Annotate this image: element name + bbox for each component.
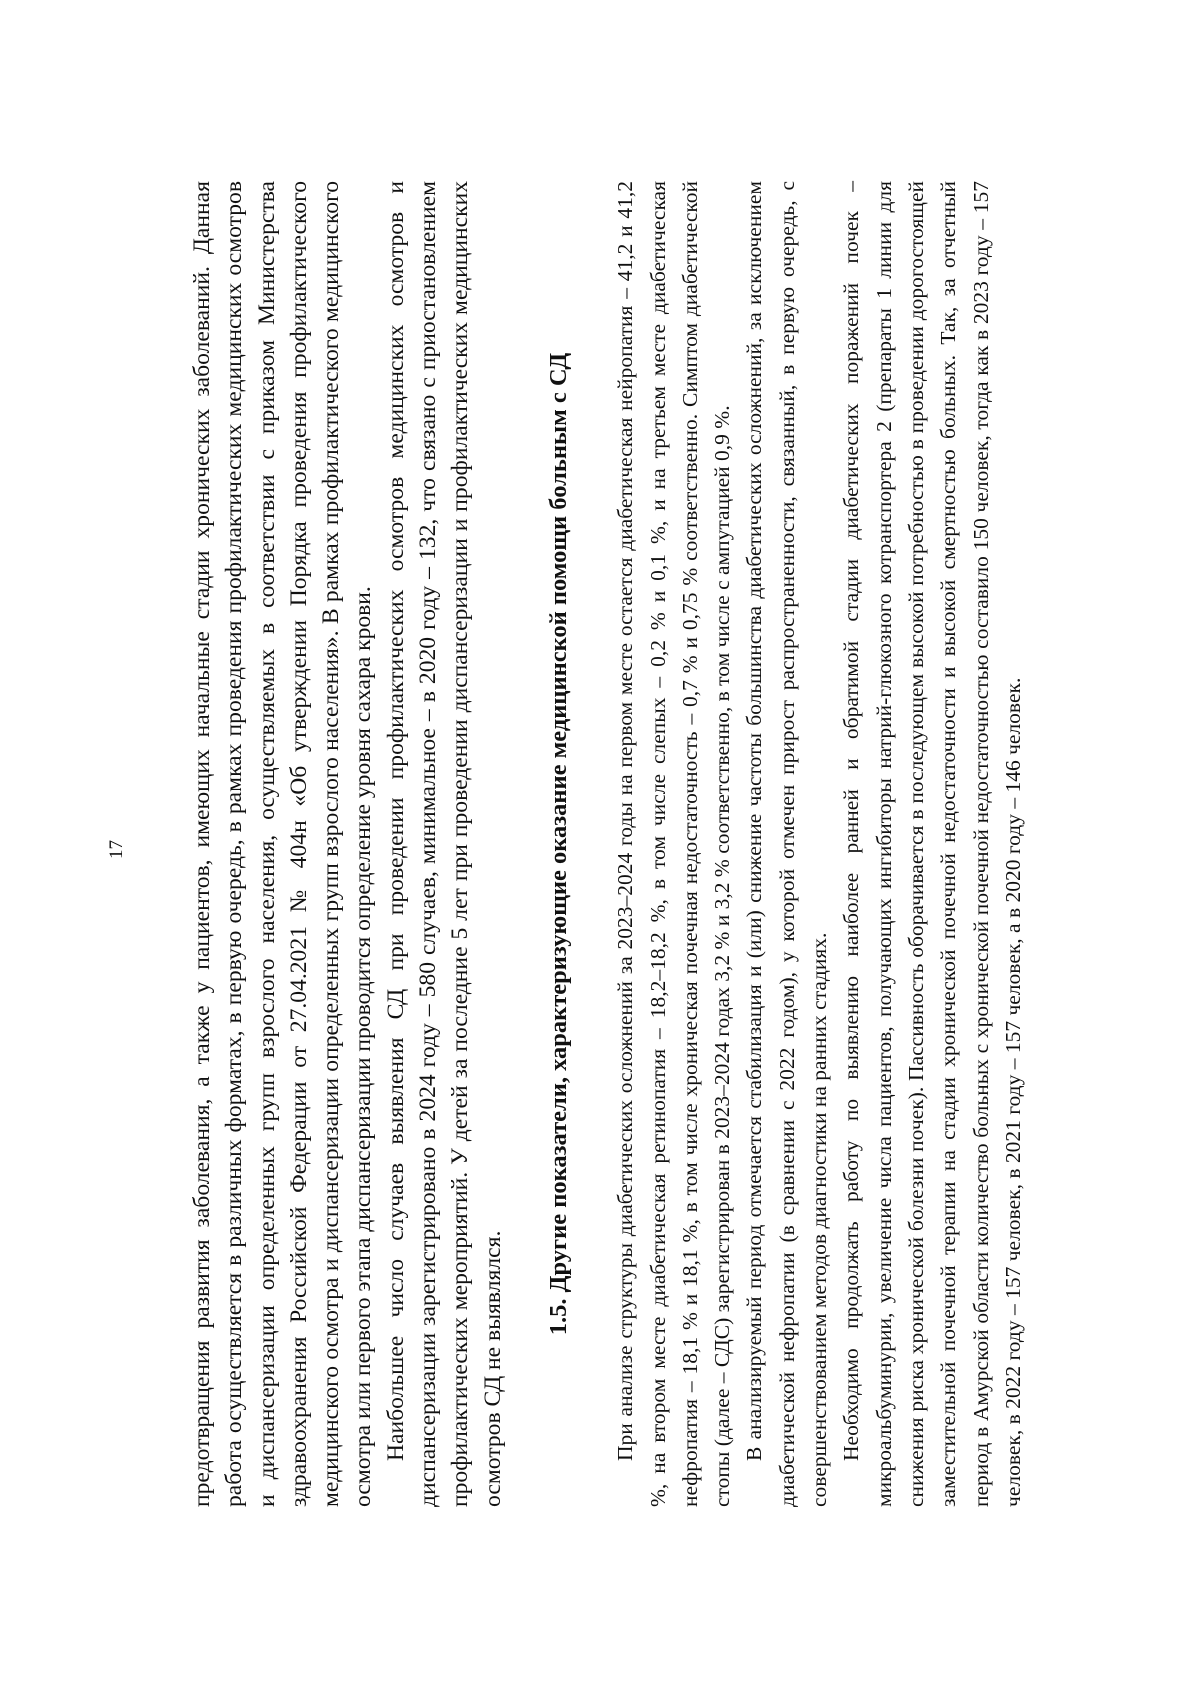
paragraph-complications-structure: При анализе структуры диабетических осложнений за 2023–2024 годы на первом месте остается диабетическая нейропатия – 41,2 и 41,2 %, на втором месте диабетическая ретинопатия – 18,2–18,2 %, в том числе слепых – 0,2 % и 0,1 %, и на третьем месте диабетическая нефропатия – 18,1 % и 18,1 %, в том числе хроническая почечная недостаточность – 0,7 % и 0,75 % соответственно. Симптом диабетической стопы (далее – СДС) зарегистрирован в 2023–2024 годах 3,2 % и 3,2 % соответственно, в том числе с ампутацией 0,9 %. <box>613 181 735 1507</box>
paragraph-kidney-disease: Необходимо продолжать работу по выявлению наиболее ранней и обратимой стадии диабетических поражений почек – микроальбуминурии, увеличение числа пациентов, получающих ингибиторы натрий-глюкозного котранспортера 2 (препараты 1 линии для снижения риска хронической болезни почек). Пассивность оборачивается в последующем высокой потребностью в проведении дорогостоящей заместительной почечной терапии на стадии хронической почечной недостаточности и высокой смертностью больных. Так, за отчетный период в Амурской области количество больных с хронической почечной недостаточностью составило 150 человек, тогда как в 2023 году – 157 человек, в 2022 году – 157 человек, в 2021 году – 157 человек, а в 2020 году – 146 человек. <box>839 181 1025 1507</box>
paragraph-screening-cases: Наибольшее число случаев выявления СД при проведении профилактических осмотров медицинских осмотров и диспансеризации зарегистрировано в 2024 году – 580 случаев, минимальное – в 2020 году – 132, что связано с приостановлением профилактических мероприятий. У детей за последние 5 лет при проведении диспансеризации и профилактических медицинских осмотров СД не выявлялся. <box>382 181 506 1507</box>
page-number: 17 <box>106 840 127 859</box>
paragraph-continued: предотвращения развития заболевания, а также у пациентов, имеющих начальные стадии хронических заболеваний. Данная работа осуществляется в различных форматах, в первую очередь, в рамках проведения профилактических медицинских осмотров и диспансеризации определенных групп взрослого населения, осуществляемых в соответствии с приказом Министерства здравоохранения Российской Федерации от 27.04.2021 № 404н «Об утверждении Порядка проведения профилактического медицинского осмотра и диспансеризации определенных групп взрослого населения». В рамках профилактического медицинского осмотра или первого этапа диспансеризации проводится определение уровня сахара крови. <box>189 181 377 1507</box>
document-body <box>186 181 1029 1507</box>
paragraph-complications-trend: В анализируемый период отмечается стабилизация и (или) снижение частоты большинства диабетических осложнений, за исключением диабетической нефропатии (в сравнении с 2022 годом), у которой отмечен прирост распространенности, связанный, в первую очередь, с совершенствованием методов диагностики на ранних стадиях. <box>742 181 832 1507</box>
section-heading: 1.5. Другие показатели, характеризующие оказание медицинской помощи больным с СД <box>544 352 572 1336</box>
